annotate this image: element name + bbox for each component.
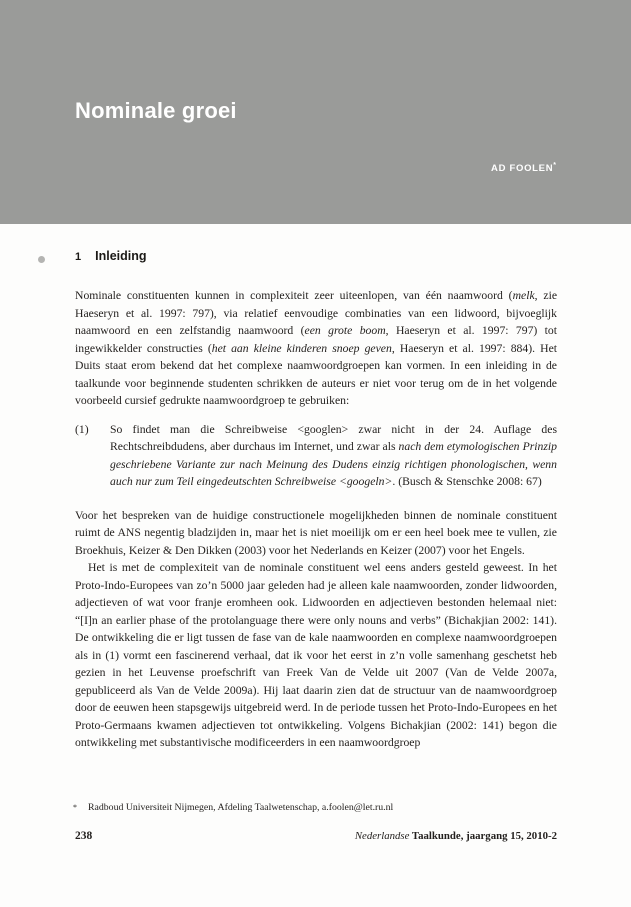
- section-title: Inleiding: [95, 249, 147, 263]
- journal-issue-info: Taalkunde, jaargang 15, 2010-2: [409, 830, 557, 842]
- paragraph-2: Voor het bespreken van de huidige constructionele mogelijkheden binnen de nominale constituent ruimt de ANS negentig bladzijden in, maar het is niet moeilijk om er een heel boek mee te vullen, zie Broekhuis, Keizer & Den Dikken (2003) voor het Nederlands en Keizer (2007) voor het Engels.: [75, 508, 557, 557]
- page-number: 238: [75, 830, 93, 842]
- author-line: [491, 162, 556, 174]
- text-column: [75, 249, 557, 752]
- author-name: AD FOOLEN: [491, 163, 554, 175]
- footnote: [75, 801, 557, 814]
- page-title: Nominale groei: [75, 98, 237, 123]
- title-band: [0, 0, 631, 224]
- section-heading: [75, 249, 557, 265]
- paragraph-3: Het is met de complexiteit van de nominale constituent wel eens anders gesteld geweest. In het Proto-Indo-Europees van zo’n 5000 jaar geleden had je alleen kale naamwoorden, zonder lidwoorden, adjectieven of wat voor franje eromheen ook. Lidwoorden en adjectieven bestonden helemaal niet: “[I]n an earlier phase of the protolanguage there were only nouns and verbs” (Bichakjian 2002: 141). De ontwikkeling die er ligt tussen de fase van de kale naamwoorden en complexe naamwoordgroepen als in (1) vormt een fascinerend verhaal, dat ik voor het eerst in z’n volle samenhang geschetst heb gezien in het Leuvense proefschrift van Freek Van de Velde uit 2007 (Van de Velde 2007a, gepubliceerd als Van de Velde 2009a). Hij laat daarin zien dat de structuur van de naamwoordgroep door de eeuwen heen stapsgewijs uitgebreid werd. In de periode tussen het Proto-Indo-Europees en het Proto-Germaans kwamen adjectieven tot ontwikkeling. Volgens Bichakjian (2002: 141) begon die ontwikkeling met substantivische modificeerders in een naamwoordgroep: [75, 561, 557, 749]
- footnote-text: Radboud Universiteit Nijmegen, Afdeling Taalwetenschap, a.foolen@let.ru.nl: [88, 802, 394, 813]
- page-footer: [75, 830, 557, 842]
- footnote-mark: *: [73, 803, 77, 812]
- journal-title: [355, 830, 557, 842]
- example-number: (1): [75, 422, 89, 436]
- numbered-example: [75, 421, 557, 491]
- author-footnote-mark: *: [553, 162, 556, 169]
- section-bullet-icon: [38, 256, 45, 263]
- example-text: So findet man die Schreibweise <googlen> zwar nicht in der 24. Auflage des Rechtschreibdudens, aber durchaus im Internet, und zwar als nach dem etymologischen Prinzip geschriebene Variante zur nach Meinung des Dudens einzig richtigen phonologischen, wenn auch nur zum Teil eingedeutschten Schreibweise <googeln>. (Busch & Stenschke 2008: 67): [110, 422, 557, 488]
- section-number: 1: [75, 251, 82, 263]
- paragraph-1: Nominale constituenten kunnen in complexiteit zeer uiteenlopen, van één naamwoord (melk, zie Haeseryn et al. 1997: 797), via relatief eenvoudige combinaties van een lidwoord, bijvoeglijk naamwoord en een zelfstandig naamwoord (een grote boom, Haeseryn et al. 1997: 797) tot ingewikkelder constructies (het aan kleine kinderen snoep geven, Haeseryn et al. 1997: 884). Het Duits staat erom bekend dat het complexe naamwoordgroepen kan vormen. In een inleiding in de taalkunde voor beginnende studenten schrikken de auteurs er niet voor terug om de in het volgende voorbeeld cursief gedrukte naamwoordgroep te gebruiken:: [75, 289, 558, 407]
- journal-name-italic: Nederlandse: [354, 830, 410, 842]
